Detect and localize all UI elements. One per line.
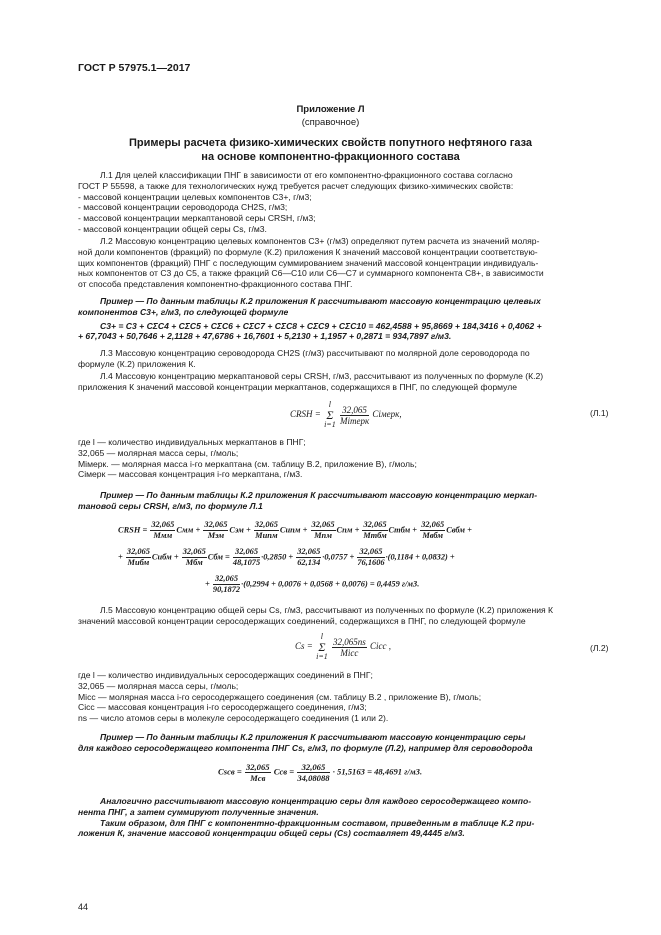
page-number: 44 xyxy=(78,902,89,912)
example-2-formula-line2: + 32,065 Mибм Cибм + 32,065 Mбм Cбм = $\frac{32,065}{48,1075}$ ·0,2850 + $\frac{32,065}{62,134}$ ·0,0757 + $\frac{32,065}{76,1606}$ ·(0,1184 + 0,0832) + xyxy=(118,547,455,567)
closing-paragraph: Аналогично рассчитывают массовую концентрацию серы для каждого серосодержащего компо- нента ПНГ, а затем суммируют полученные значения. Таким образом, для ПНГ с компонентно-фракционным составом, приведенным в таблице К.2 при- ложения К, значение массовой концентрации общей серы (Cs) составляет 49,4445 г/м3. xyxy=(78,796,535,839)
equation-number-l2: (Л.2) xyxy=(590,643,609,653)
example-3: Пример — По данным таблицы К.2 приложения К рассчитывают массовую концентрацию серы для каждого серосодержащего компонента ПНГ Cs, г/м3, по формуле (Л.2), например для сероводорода xyxy=(78,732,533,753)
definitions-1: где l — количество индивидуальных меркаптанов в ПНГ; 32,065 — молярная масса серы, г/моль; Miмерк. — молярная масса i-го меркаптана (см. таблицу В.2, приложение В), г/моль; Ciмерк — массовая концентрация i-го меркаптана, г/м3. xyxy=(78,437,417,480)
paragraph-l1: Л.1 Для целей классификации ПНГ в зависимости от его компонентно-фракционного состава согласно ГОСТ Р 55598, а также для технологических нужд требуется расчет следующих физико-химических свойств: - массовой концентрации целевых компонентов C3+, г/м3; - массовой концентрации сероводорода CH2S, г/м3; - массовой концентрации меркаптановой серы CRSH, г/м3; - массовой концентрации общей серы Cs, г/м3. xyxy=(78,170,514,234)
definitions-2: где l — количество индивидуальных серосодержащих соединений в ПНГ; 32,065 — молярная масса серы, г/моль; Micc — молярная масса i-го серосодержащего соединения (см. таблицу В.2 , приложение В), г/моль; Cicc — массовая концентрация i-го серосодержащего соединения, г/м3; ns — число атомов серы в молекуле серосодержащего соединения (1 или 2). xyxy=(78,670,482,724)
paragraph-l5: Л.5 Массовую концентрацию общей серы Cs, г/м3, рассчитывают из полученных по формуле (К.2) приложения К значений массовой концентрации серосодержащих соединений, содержащихся в ПНГ, по следующей формуле xyxy=(78,605,554,626)
example-2: Пример — По данным таблицы К.2 приложения К рассчитывают массовую концентрацию меркап- тановой серы CRSH, г/м3, по формуле Л.1 xyxy=(78,490,538,511)
appendix-kind: (справочное) xyxy=(301,117,360,128)
appendix-title: Приложение Л xyxy=(296,104,365,115)
paragraph-l4: Л.4 Массовую концентрацию меркаптановой серы CRSH, г/м3, рассчитывают из полученных по формуле (К.2) приложения К значений массовой концентрации меркаптанов, содержащихся в ПНГ, по следующей формуле xyxy=(78,371,544,392)
example-1-formula-line1: C3+ = C3 + CΣC4 + CΣC5 + CΣC6 + CΣC7 + CΣC8 + CΣC9 + CΣC10 = 462,4588 + 95,8669 + 184,3416 + 0,4062 + xyxy=(100,320,542,331)
equation-l1: CRSH = l Σ i=1 32,065 Mimерк Ciмерк, xyxy=(290,400,402,429)
doc-title-line1: Примеры расчета физико-химических свойств попутного нефтяного газа xyxy=(128,137,533,149)
example-1-formula-line2: + 67,7043 + 50,7646 + 2,1128 + 47,6786 + 16,7601 + 5,2130 + 1,1957 + 0,2871 = 934,7897 г/м3. xyxy=(78,331,452,342)
example-3-formula: Csсв = 32,065 Mсв Cсв = $\frac{32,065}{34,08088}$ · 51,5163 = 48,4691 г/м3. xyxy=(218,762,423,783)
example-2-formula-line3: + $\frac{32,065}{90,1872}$ ·(0,2994 + 0,0076 + 0,0568 + 0,0076) = 0,4459 г/м3. xyxy=(205,574,420,594)
paragraph-l3: Л.3 Массовую концентрацию сероводорода CH2S (г/м3) рассчитывают по молярной доле сероводорода по формуле (К.2) приложения К. xyxy=(78,348,530,369)
standard-header: ГОСТ Р 57975.1—2017 xyxy=(78,62,191,74)
example-1: Пример — По данным таблицы К.2 приложения К рассчитывают массовую концентрацию целевых компонентов C3+, г/м3, по следующей формуле C3+ = C3 + CΣC4 + CΣC5 + CΣC6 + CΣC7 + CΣC8 + CΣC9 + CΣC10 = 462,4588 + 95,8669 + 184,3416 + 0,4062 + + 67,7043 + 50,7646 + 2,1128 + 47,6786 + 16,7601 + 5,2130 + 1,1957 + 0,2871 = 934,7897 г/м3. xyxy=(78,296,618,342)
doc-title-line2: на основе компонентно-фракционного состава xyxy=(201,151,460,163)
example-2-formula-line1: CRSH = 32,065 Mмм Cмм + 32,065 Mэм Cэм + 32,065 Mипм Cипм + 32,065 Mпм Cпм + 32,065 Mтбм Cтбм + 32,065 Mвбм Cвбм + xyxy=(118,520,472,540)
equation-l2: Cs = l Σ i=1 32,065ns Micc Cicc , xyxy=(295,632,391,661)
equation-number-l1: (Л.1) xyxy=(590,408,609,418)
paragraph-l2: Л.2 Массовую концентрацию целевых компонентов C3+ (г/м3) определяют путем расчета из значений моляр- ной доли компонентов (фракций) по формуле (К.2) приложения К значений массовой концентрации соответствую- щих компонентов (фракций) ПНГ с последующим суммированием значений массовой концентрации индивидуаль- ных компонентов от C3 до C5, а также фракций C6—C10 или C6—C7 и суммарного компонента C8+, в зависимости от способа представления компонентно-фракционного состава ПНГ. xyxy=(78,236,544,290)
